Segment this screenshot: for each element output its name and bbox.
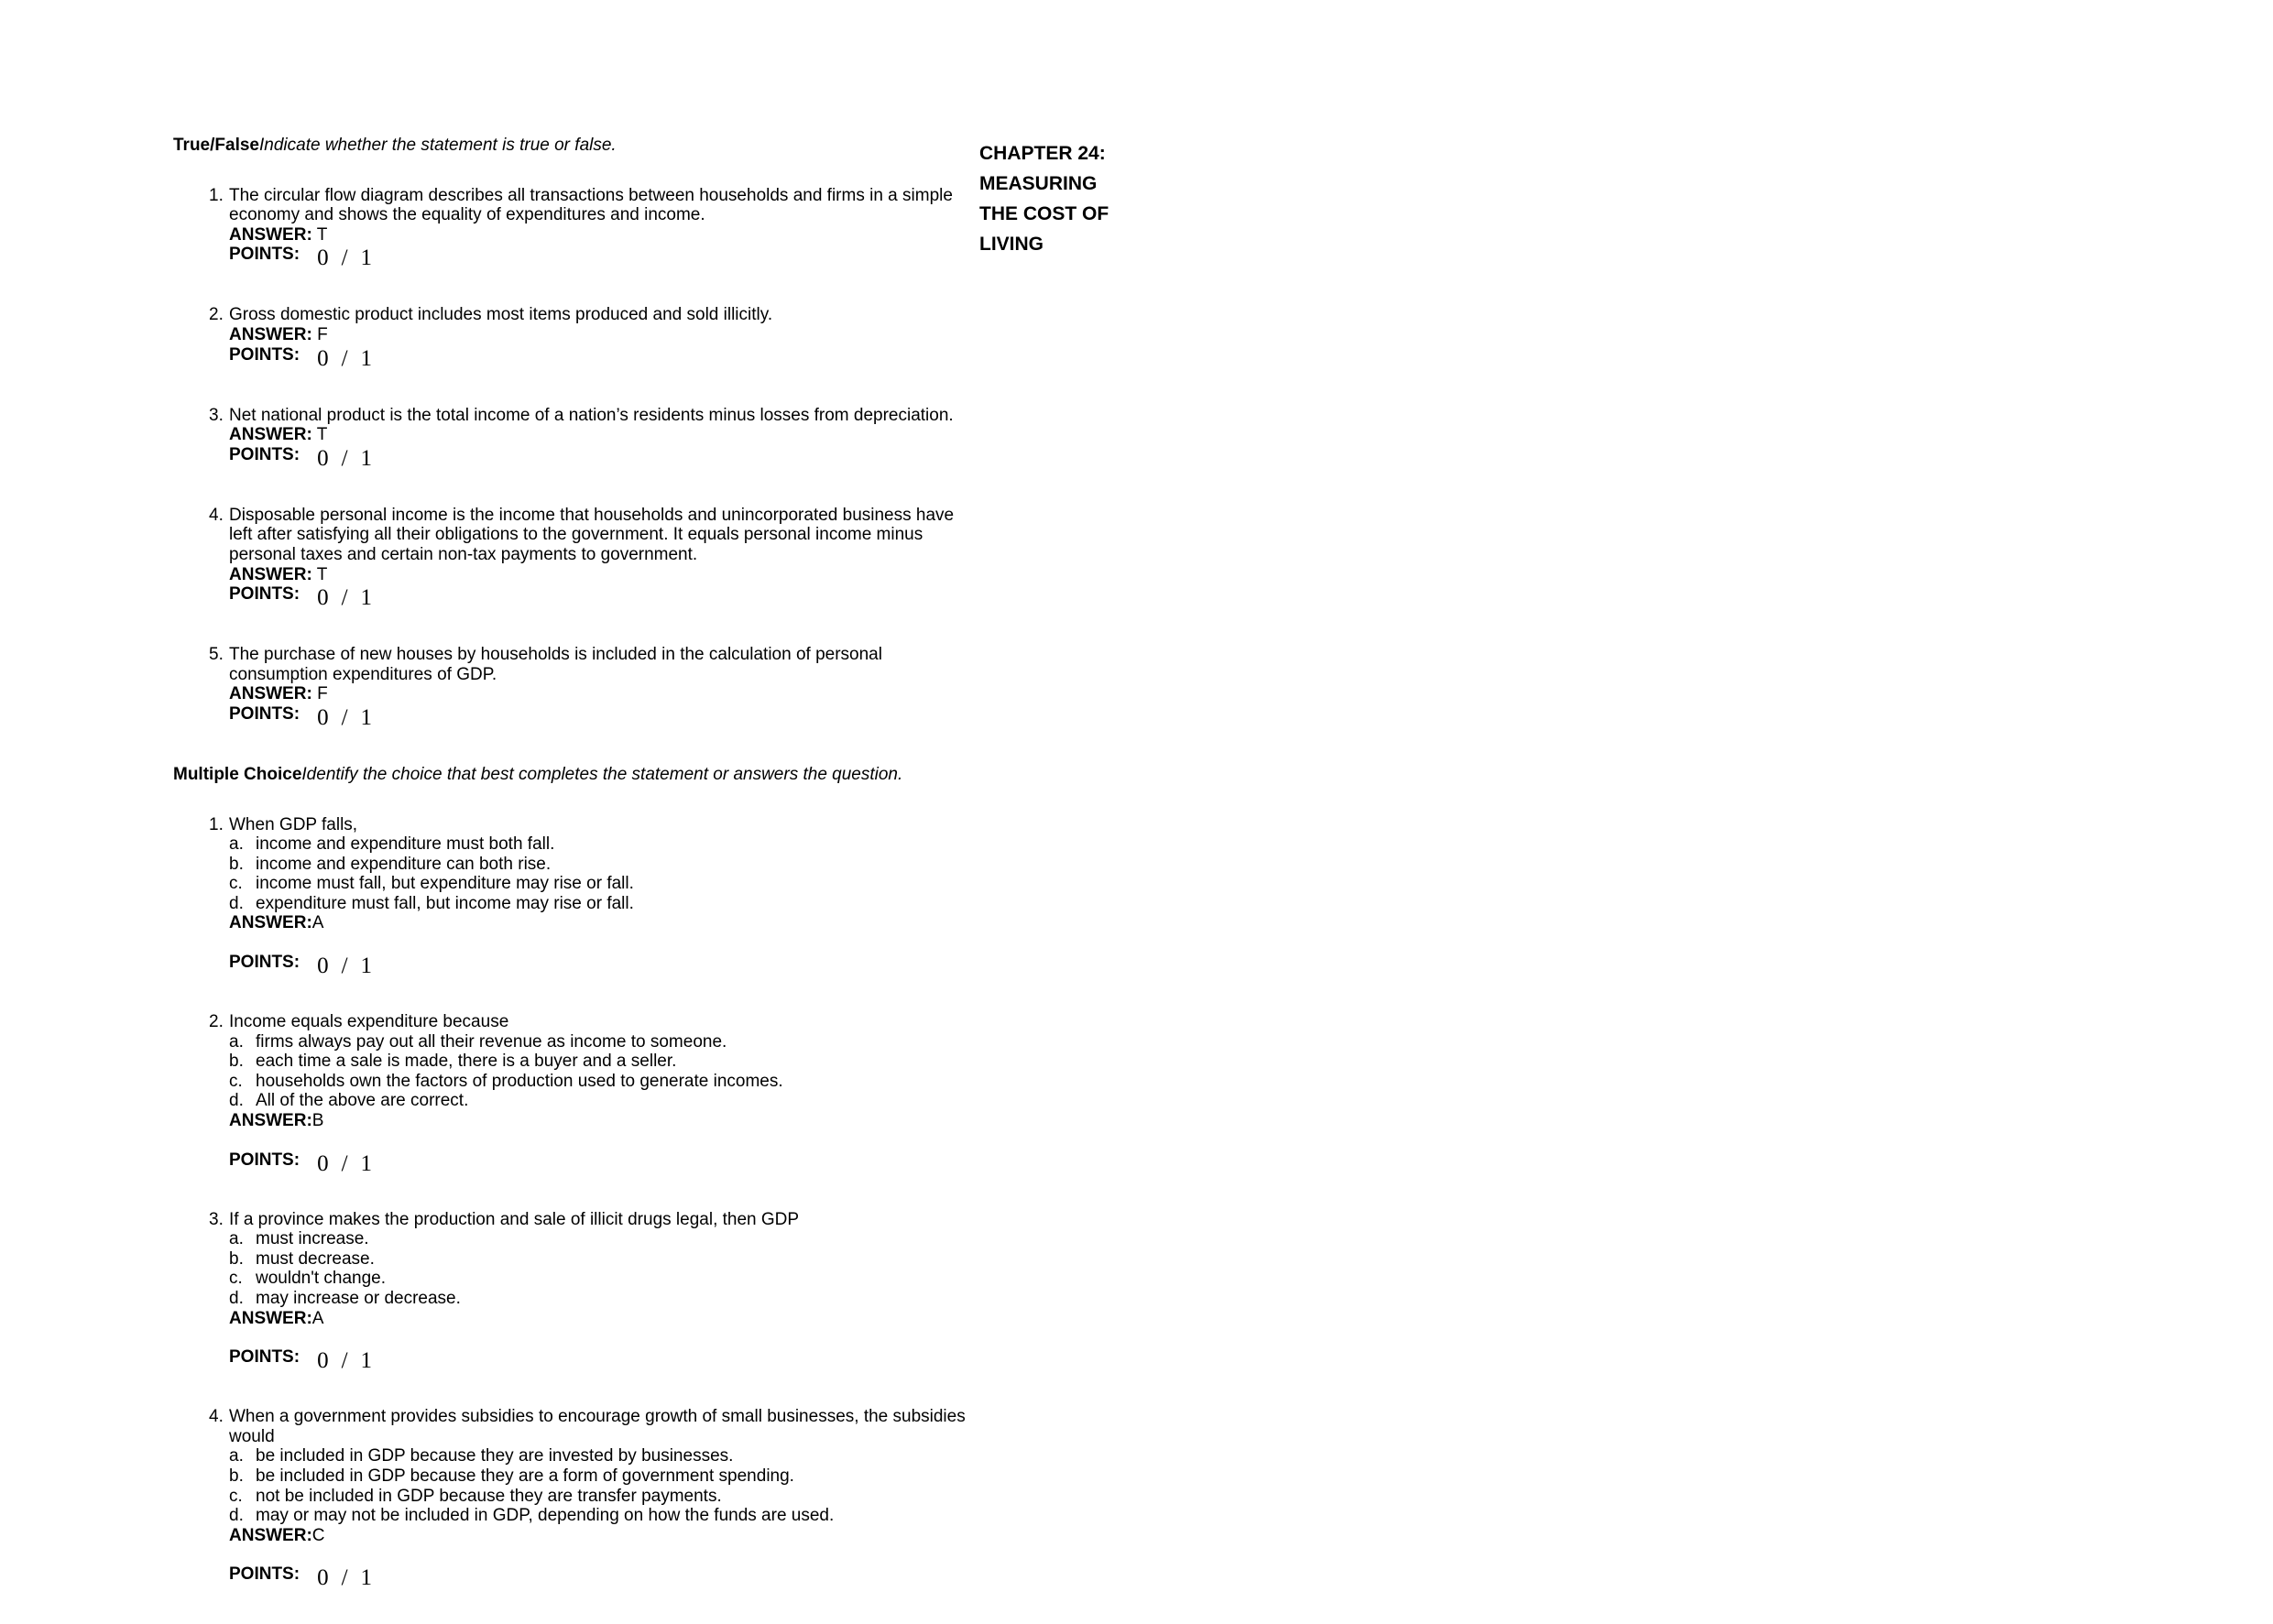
choice (229, 1032, 979, 1052)
points-line (229, 704, 979, 729)
choice-text: All of the above are correct. (256, 1091, 469, 1111)
true-false-header (173, 136, 979, 156)
mc-question (209, 1012, 979, 1175)
points-label: POINTS: (229, 1564, 301, 1585)
points-value: 0 / 1 (317, 345, 373, 371)
choice-text: must increase. (256, 1229, 369, 1249)
points-score: 0 (317, 445, 329, 471)
answer-label: ANSWER: (229, 224, 312, 245)
chapter-title-line: CHAPTER 24: (979, 143, 1106, 164)
points-total: 1 (360, 1348, 373, 1374)
answer-value: T (316, 564, 328, 584)
points-label: POINTS: (229, 344, 301, 365)
answer-label: ANSWER: (229, 684, 312, 704)
points-label: POINTS: (229, 245, 301, 265)
mc-question (209, 815, 979, 978)
choice-text: firms always pay out all their revenue as income to someone. (256, 1031, 727, 1052)
answer-value: T (316, 425, 328, 445)
choice-letter: d. (229, 1506, 244, 1526)
answer-line (229, 913, 979, 933)
choice (229, 1091, 979, 1111)
choice (229, 834, 979, 855)
mc-question (209, 1210, 979, 1373)
choice-letter: a. (229, 1031, 244, 1052)
choice-text: households own the factors of production used to generate incomes. (256, 1071, 783, 1091)
question-number: 3. (209, 405, 224, 425)
answer-value: B (311, 1111, 324, 1131)
choice-letter: a. (229, 1229, 244, 1249)
multiple-choice-questions (173, 815, 979, 1590)
section-label: True/False (173, 136, 259, 155)
points-total: 1 (360, 954, 373, 979)
question-number: 2. (209, 305, 224, 325)
question-text: If a province makes the production and sale of illicit drugs legal, then GDP (229, 1209, 800, 1229)
choice-letter: b. (229, 854, 244, 874)
points-score: 0 (317, 704, 329, 730)
choice-text: expenditure must fall, but income may rise or fall. (256, 893, 634, 913)
choice (229, 1487, 979, 1507)
answer-value: T (316, 224, 328, 245)
choice (229, 1269, 979, 1289)
points-score: 0 (317, 1150, 329, 1176)
answer-value: F (317, 684, 328, 704)
choice (229, 1466, 979, 1487)
answer-value: C (311, 1525, 325, 1545)
points-score: 0 (317, 245, 329, 271)
section-instruction: Identify the choice that best completes the statement or answers the question. (301, 764, 903, 784)
answer-label: ANSWER: (229, 324, 312, 344)
points-score: 0 (317, 345, 329, 371)
tf-question (209, 406, 979, 470)
choice-letter: a. (229, 1446, 244, 1466)
choice-text: be included in GDP because they are invested by businesses. (256, 1446, 734, 1466)
answer-label: ANSWER: (229, 1308, 312, 1328)
points-score: 0 (317, 1565, 329, 1591)
choice-text: income and expenditure must both fall. (256, 834, 555, 855)
points-score: 0 (317, 585, 329, 611)
points-line (229, 584, 979, 609)
points-score: 0 (317, 1348, 329, 1374)
choice-text: income must fall, but expenditure may rise or fall. (256, 874, 634, 894)
choice (229, 894, 979, 914)
choice-letter: b. (229, 1052, 244, 1072)
points-value: 0 / 1 (317, 1150, 373, 1176)
points-total: 1 (360, 704, 373, 730)
points-total: 1 (360, 1150, 373, 1176)
points-value: 0 / 1 (317, 445, 373, 471)
section-instruction: Indicate whether the statement is true or false. (259, 136, 617, 155)
points-line (229, 1347, 979, 1372)
answer-line (229, 565, 979, 585)
tf-question (209, 645, 979, 729)
choice (229, 1229, 979, 1249)
answer-line (229, 1526, 979, 1546)
points-value: 0 / 1 (317, 245, 373, 271)
true-false-questions (173, 186, 979, 729)
points-total: 1 (360, 445, 373, 471)
choice-letter: d. (229, 893, 244, 913)
question-text: Gross domestic product includes most items produced and sold illicitly. (229, 305, 773, 325)
points-total: 1 (360, 345, 373, 371)
answer-label: ANSWER: (229, 564, 312, 584)
points-value: 0 / 1 (317, 1348, 373, 1374)
choice (229, 1249, 979, 1270)
question-number: 1. (209, 185, 224, 205)
multiple-choice-header (173, 765, 979, 785)
chapter-title (979, 138, 1126, 259)
choice-text: may increase or decrease. (256, 1289, 461, 1308)
choice-text: be included in GDP because they are a form of government spending. (256, 1466, 794, 1486)
choice-letter: c. (229, 1269, 243, 1289)
choice-text: wouldn't change. (256, 1269, 387, 1289)
question-text: Income equals expenditure because (229, 1012, 509, 1032)
points-value: 0 / 1 (317, 1565, 373, 1591)
points-line (229, 1564, 979, 1589)
question-number: 5. (209, 645, 224, 665)
choice (229, 1506, 979, 1526)
answer-label: ANSWER: (229, 1111, 312, 1131)
question-number: 4. (209, 1407, 224, 1427)
question-number: 1. (209, 814, 224, 834)
points-label: POINTS: (229, 953, 301, 973)
answer-line (229, 225, 979, 245)
quiz-content (173, 136, 979, 1624)
points-line (229, 1150, 979, 1175)
question-text: Disposable personal income is the income that households and unincorporated business have left after satisfying all their obligations to the government. It equals personal income minus personal taxes and certain non-tax payments to government. (229, 505, 955, 564)
points-label: POINTS: (229, 1150, 301, 1170)
choice-letter: c. (229, 1071, 243, 1091)
points-total: 1 (360, 585, 373, 611)
question-text: Net national product is the total income of a nation’s residents minus losses from depreciation. (229, 405, 954, 425)
points-label: POINTS: (229, 444, 301, 464)
mc-question (209, 1407, 979, 1589)
tf-question (209, 506, 979, 609)
tf-question (209, 186, 979, 270)
question-number: 2. (209, 1012, 224, 1032)
points-line (229, 445, 979, 470)
choice-letter: b. (229, 1248, 244, 1269)
points-score: 0 (317, 954, 329, 979)
choice-text: may or may not be included in GDP, depending on how the funds are used. (256, 1506, 835, 1526)
points-value: 0 / 1 (317, 704, 373, 730)
points-label: POINTS: (229, 703, 301, 724)
choice-letter: a. (229, 834, 244, 855)
points-line (229, 245, 979, 269)
choice-letter: b. (229, 1466, 244, 1486)
question-text: When a government provides subsidies to encourage growth of small businesses, the subsidies would (229, 1407, 966, 1446)
choice-text: must decrease. (256, 1248, 375, 1269)
points-total: 1 (360, 1565, 373, 1591)
tf-question (209, 305, 979, 369)
choice-letter: d. (229, 1091, 244, 1111)
answer-value: A (311, 1308, 324, 1328)
answer-line (229, 1111, 979, 1131)
choice (229, 1072, 979, 1092)
choice (229, 1052, 979, 1072)
choice-text: income and expenditure can both rise. (256, 854, 552, 874)
points-value: 0 / 1 (317, 954, 373, 979)
answer-line (229, 1309, 979, 1329)
choice-letter: d. (229, 1289, 244, 1308)
answer-line (229, 425, 979, 445)
question-text: The purchase of new houses by households is included in the calculation of personal consumption expenditures of GDP. (229, 645, 882, 684)
choice (229, 1446, 979, 1466)
choice-text: each time a sale is made, there is a buyer and a seller. (256, 1052, 677, 1072)
chapter-title-line: THE COST OF (979, 203, 1109, 224)
points-label: POINTS: (229, 584, 301, 605)
points-line (229, 345, 979, 370)
answer-value: A (311, 913, 324, 933)
choice-letter: c. (229, 874, 243, 894)
answer-line (229, 684, 979, 704)
points-value: 0 / 1 (317, 585, 373, 611)
question-number: 3. (209, 1209, 224, 1229)
choice-text: not be included in GDP because they are transfer payments. (256, 1486, 722, 1506)
choice-letter: c. (229, 1486, 243, 1506)
points-total: 1 (360, 245, 373, 271)
choice (229, 874, 979, 894)
choice (229, 1289, 979, 1309)
answer-label: ANSWER: (229, 425, 312, 445)
question-text: When GDP falls, (229, 814, 358, 834)
answer-line (229, 325, 979, 345)
choice (229, 855, 979, 875)
question-text: The circular flow diagram describes all transactions between households and firms in a simple economy and shows the equality of expenditures and income. (229, 185, 953, 225)
points-label: POINTS: (229, 1347, 301, 1368)
section-label: Multiple Choice (173, 764, 302, 784)
chapter-title-line: LIVING (979, 234, 1044, 255)
points-line (229, 953, 979, 977)
answer-value: F (317, 324, 328, 344)
answer-label: ANSWER: (229, 1525, 312, 1545)
chapter-title-line: MEASURING (979, 173, 1098, 194)
answer-label: ANSWER: (229, 913, 312, 933)
question-number: 4. (209, 505, 224, 525)
